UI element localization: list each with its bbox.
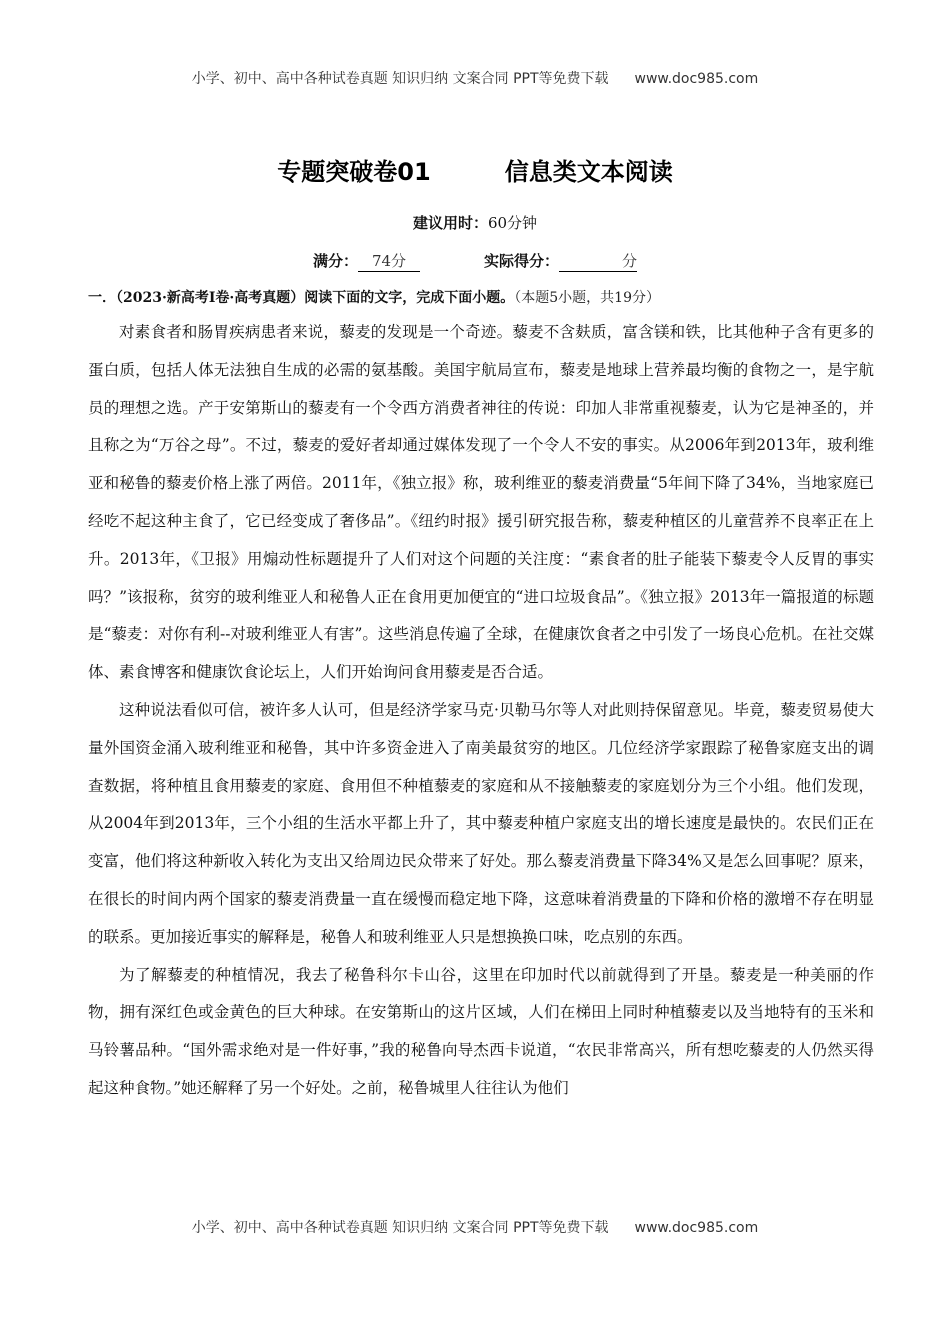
page-title	[0, 152, 950, 187]
actual-score-field[interactable]: 分	[559, 250, 637, 272]
title-part-1: 专题突破卷01	[277, 158, 431, 186]
paragraph: 为了解藜麦的种植情况，我去了秘鲁科尔卡山谷，这里在印加时代以前就得到了开垦。藜麦是一种美丽的作物，拥有深红色或金黄色的巨大种球。在安第斯山的这片区域，人们在梯田上同时种植藜麦以及当地特有的玉米和马铃薯品种。“国外需求绝对是一件好事，”我的秘鲁向导杰西卡说道，“农民非常高兴，所有想吃藜麦的人仍然买得起这种食物。”她还解释了另一个好处。之前，秘鲁城里人往往认为他们	[88, 965, 874, 1097]
paragraph: 这种说法看似可信，被许多人认可，但是经济学家马克·贝勒马尔等人对此则持保留意见。毕竟，藜麦贸易使大量外国资金涌入玻利维亚和秘鲁，其中许多资金进入了南美最贫穷的地区。几位经济学家跟踪了秘鲁家庭支出的调查数据，将种植且食用藜麦的家庭、食用但不种植藜麦的家庭和从不接触藜麦的家庭划分为三个小组。他们发现，从2004年到2013年，三个小组的生活水平都上升了，其中藜麦种植户家庭支出的增长速度是最快的。农民们正在变富，他们将这种新收入转化为支出又给周边民众带来了好处。那么藜麦消费量下降34%又是怎么回事呢？原来，在很长的时间内两个国家的藜麦消费量一直在缓慢而稳定地下降，这意味着消费量的下降和价格的激增不存在明显的联系。更加接近事实的解释是，秘鲁人和玻利维亚人只是想换换口味，吃点别的东西。	[88, 700, 874, 946]
time-value: 60分钟	[487, 214, 538, 232]
reading-passage	[88, 314, 874, 1108]
footer-site-link[interactable]: www.doc985.com	[634, 1220, 759, 1236]
suggested-time	[0, 212, 950, 233]
footer-banner-text: 小学、初中、高中各种试卷真题 知识归纳 文案合同 PPT等免费下载	[191, 1220, 609, 1236]
header-banner	[0, 68, 950, 88]
question-title: （2023·新高考Ⅰ卷·高考真题）阅读下面的文字，完成下面小题。	[116, 290, 515, 306]
full-score-value: 74分	[358, 250, 420, 272]
title-part-2: 信息类文本阅读	[504, 158, 673, 186]
time-label: 建议用时：	[412, 214, 488, 232]
full-score-label: 满分：	[312, 252, 358, 270]
question-heading	[88, 287, 878, 307]
question-note: （本题5小题，共19分）	[514, 290, 660, 306]
header-site-link[interactable]: www.doc985.com	[634, 71, 759, 87]
footer-banner	[0, 1217, 950, 1237]
header-banner-text: 小学、初中、高中各种试卷真题 知识归纳 文案合同 PPT等免费下载	[191, 71, 609, 87]
score-line	[0, 250, 950, 272]
question-number: 一．	[88, 290, 116, 306]
actual-score-label: 实际得分：	[484, 252, 560, 270]
paragraph: 对素食者和肠胃疾病患者来说，藜麦的发现是一个奇迹。藜麦不含麸质，富含镁和铁，比其他种子含有更多的蛋白质，包括人体无法独自生成的必需的氨基酸。美国宇航局宣布，藜麦是地球上营养最均衡的食物之一，是宇航员的理想之选。产于安第斯山的藜麦有一个令西方消费者神往的传说：印加人非常重视藜麦，认为它是神圣的，并且称之为“万谷之母”。不过，藜麦的爱好者却通过媒体发现了一个令人不安的事实。从2006年到2013年，玻利维亚和秘鲁的藜麦价格上涨了两倍。2011年，《独立报》称，玻利维亚的藜麦消费量“5年间下降了34%，当地家庭已经吃不起这种主食了，它已经变成了奢侈品”。《纽约时报》援引研究报告称，藜麦种植区的儿童营养不良率正在上升。2013年，《卫报》用煽动性标题提升了人们对这个问题的关注度：“素食者的肚子能装下藜麦令人反胃的事实吗？”该报称，贫穷的玻利维亚人和秘鲁人正在食用更加便宜的“进口垃圾食品”。《独立报》2013年一篇报道的标题是“藜麦：对你有利--对玻利维亚人有害”。这些消息传遍了全球，在健康饮食者之中引发了一场良心危机。在社交媒体、素食博客和健康饮食论坛上，人们开始询问食用藜麦是否合适。	[88, 323, 874, 682]
